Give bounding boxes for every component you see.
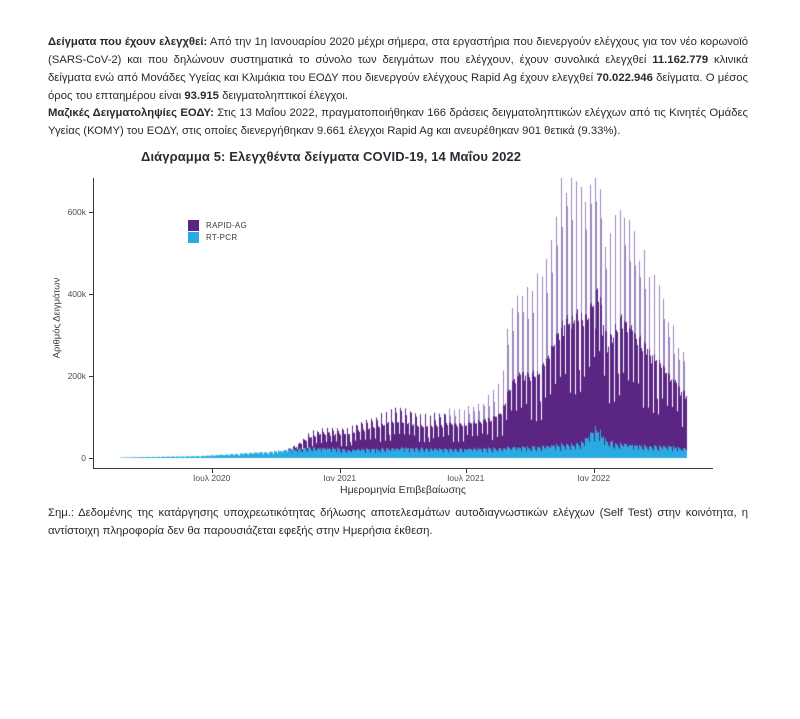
note-lead: Σημ.: bbox=[48, 507, 75, 519]
paragraph-tested-samples bbox=[48, 33, 748, 105]
x-tick-label: Ιαν 2022 bbox=[577, 473, 611, 483]
legend-swatch-rapid-ag bbox=[188, 220, 199, 231]
paragraph-tested-samples-text-a: Από την 1η Ιανουαρίου 2020 μέχρι σήμερα, στα εργαστήρια που διενεργούν ελέγχους για τον νέο κορωνοϊό (SARS-CoV-2) και που δηλώνουν συστηματικά το σύνολο των δειγμάτων που ελέγχουν, έχουν συνολικά ελεγχθεί bbox=[48, 36, 748, 66]
paragraph-mass-sampling-text: Στις 13 Μαΐου 2022, πραγματοποιήθηκαν 166 δράσεις δειγματοληπτικών ελέγχων από τις Κινητές Ομάδες Υγείας (ΚΟΜΥ) του ΕΟΔΥ, στις οποίες διενεργήθηκαν 9.661 έλεγχοι Rapid Ag και ανευρέθηκαν 901 θετικά (9.33%). bbox=[48, 107, 748, 137]
legend-label: RAPID-AG bbox=[206, 221, 248, 231]
y-tick-label: 400k bbox=[67, 289, 86, 299]
paragraph-tested-samples-text-b: κλινικά δείγματα ενώ από Μονάδες Υγείας και Κλιμάκια του ΕΟΔΥ που διενεργούν ελέγχους Rapid Ag έχουν ελεγχθεί bbox=[48, 54, 748, 84]
legend-item-rt-pcr bbox=[188, 232, 247, 244]
samples-bar-canvas bbox=[94, 178, 712, 469]
chart-title: Διάγραμμα 5: Ελεγχθέντα δείγματα COVID-19, 14 Μαΐου 2022 bbox=[141, 149, 522, 164]
x-tick-label: Ιουλ 2020 bbox=[193, 473, 231, 483]
legend-label: RT-PCR bbox=[206, 232, 238, 242]
legend-swatch-rt-pcr bbox=[188, 232, 199, 243]
paragraph-tested-samples-lead: Δείγματα που έχουν ελεγχθεί: bbox=[48, 36, 208, 48]
paragraph-tested-samples-text-c: δείγματα. Ο μέσος όρος του επταημέρου είναι bbox=[48, 72, 748, 102]
y-tick-label: 200k bbox=[67, 371, 86, 381]
paragraph-mass-sampling bbox=[48, 104, 748, 140]
y-axis-label: Αριθμός Δειγμάτων bbox=[51, 277, 63, 359]
rapid-samples-count: 70.022.946 bbox=[596, 72, 653, 84]
legend-item-rapid-ag bbox=[188, 220, 247, 232]
y-tick-label: 600k bbox=[67, 207, 86, 217]
chart-legend bbox=[188, 220, 247, 243]
paragraph-tested-samples-text-d: δειγματοληπτικοί έλεγχοι. bbox=[218, 90, 349, 102]
seven-day-average-count: 93.915 bbox=[184, 90, 219, 102]
clinical-samples-count: 11.162.779 bbox=[652, 54, 709, 66]
note-self-test bbox=[48, 504, 748, 540]
paragraph-mass-sampling-lead: Μαζικές Δειγματοληψίες ΕΟΔΥ: bbox=[48, 107, 214, 119]
y-tick-mark bbox=[89, 458, 93, 459]
x-tick-label: Ιαν 2021 bbox=[323, 473, 357, 483]
y-tick-mark bbox=[89, 294, 93, 295]
note-text: Δεδομένης της κατάργησης υποχρεωτικότητας δήλωσης αποτελεσμάτων αυτοδιαγνωστικών ελέγχων (Self Test) στην κοινότητα, η αντίστοιχη πληροφορία δεν θα παρουσιάζεται εφεξής στην Ημερήσια έκθεση. bbox=[48, 507, 748, 537]
y-tick-label: 0 bbox=[81, 453, 86, 463]
x-axis-label: Ημερομηνία Επιβεβαίωσης bbox=[340, 484, 466, 496]
y-tick-mark bbox=[89, 212, 93, 213]
x-tick-label: Ιουλ 2021 bbox=[447, 473, 485, 483]
y-tick-mark bbox=[89, 376, 93, 377]
